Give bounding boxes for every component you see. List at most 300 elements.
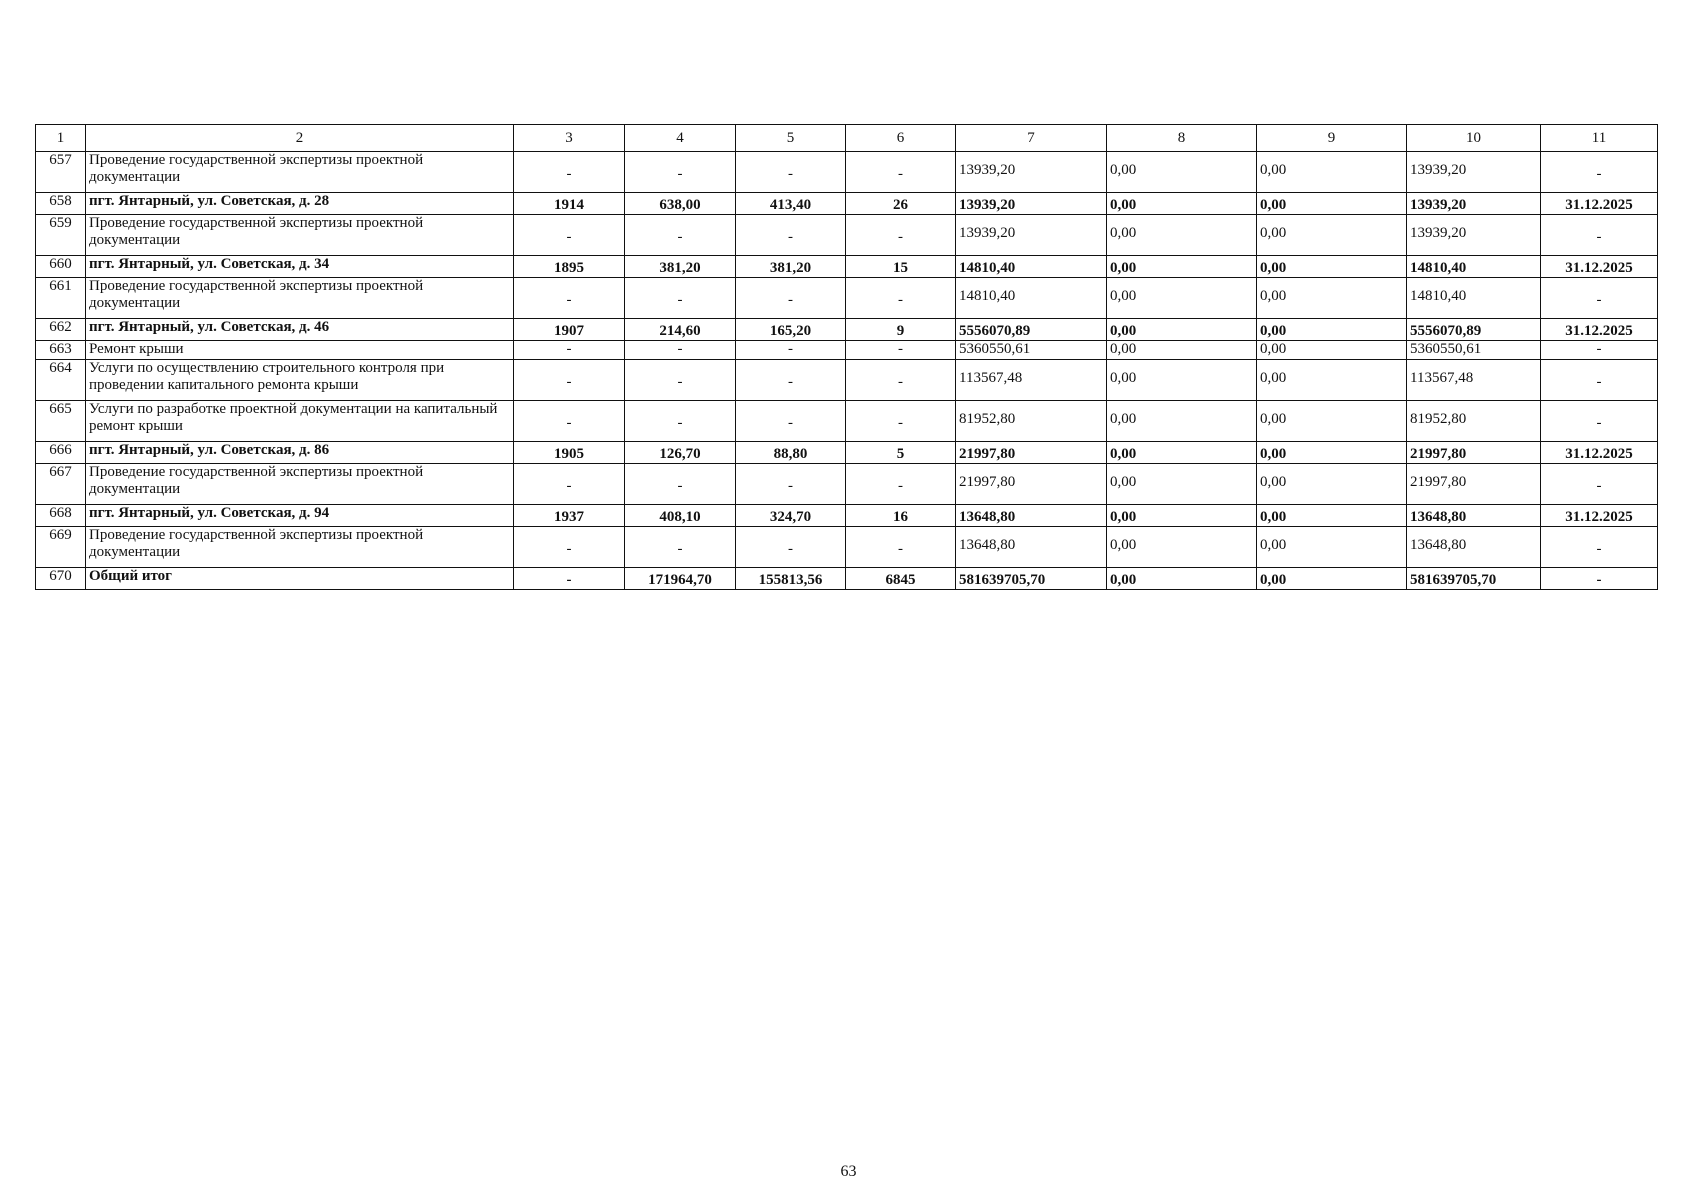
col4-cell	[625, 215, 736, 256]
page-number: 63	[840, 1163, 857, 1180]
row-number-cell	[36, 568, 86, 590]
col7-cell-text: 13939,20	[959, 162, 1016, 178]
row-number-cell	[36, 464, 86, 505]
col10-cell	[1407, 527, 1541, 568]
col4-cell-text: 381,20	[659, 260, 701, 276]
col7-cell-text: 13648,80	[959, 509, 1016, 525]
col4-cell	[625, 464, 736, 505]
name-cell	[86, 193, 514, 215]
col11-cell	[1541, 527, 1658, 568]
col11-cell	[1541, 401, 1658, 442]
col10-cell	[1407, 215, 1541, 256]
col11-cell-text: -	[1596, 572, 1602, 588]
column-header: 7	[956, 125, 1107, 152]
name-cell	[86, 278, 514, 319]
col7-cell	[956, 319, 1107, 341]
col7-cell-text: 21997,80	[959, 474, 1016, 490]
name-cell	[86, 568, 514, 590]
col5-cell	[736, 527, 846, 568]
col9-cell-text: 0,00	[1260, 446, 1287, 462]
col9-cell	[1257, 568, 1407, 590]
col3-cell	[514, 442, 625, 464]
col6-cell-text: -	[898, 374, 903, 390]
col4-cell	[625, 341, 736, 360]
col8-cell-text: 0,00	[1110, 197, 1137, 213]
col10-cell	[1407, 464, 1541, 505]
col5-cell-text: 88,80	[773, 446, 808, 462]
col10-cell-text: 21997,80	[1410, 446, 1467, 462]
col8-cell-text: 0,00	[1110, 323, 1137, 339]
row-number-cell-text: 661	[49, 278, 72, 294]
col4-cell-text: -	[677, 415, 683, 431]
col11-cell-text: 31.12.2025	[1565, 323, 1633, 339]
name-cell	[86, 256, 514, 278]
col6-cell-text: 16	[893, 509, 908, 525]
col11-cell	[1541, 193, 1658, 215]
name-cell-text: Проведение государственной экспертизы проектной документации	[89, 278, 424, 311]
col5-cell	[736, 193, 846, 215]
name-cell	[86, 152, 514, 193]
col4-cell	[625, 505, 736, 527]
col10-cell	[1407, 152, 1541, 193]
col11-cell	[1541, 464, 1658, 505]
row-number-cell-text: 669	[49, 527, 72, 543]
col7-cell-text: 13648,80	[959, 537, 1016, 553]
name-cell	[86, 215, 514, 256]
col8-cell-text: 0,00	[1110, 411, 1137, 427]
col9-cell	[1257, 401, 1407, 442]
col4-cell	[625, 568, 736, 590]
name-cell	[86, 505, 514, 527]
col9-cell	[1257, 505, 1407, 527]
name-cell-text: пгт. Янтарный, ул. Советская, д. 28	[89, 193, 330, 209]
col9-cell-text: 0,00	[1260, 225, 1287, 241]
col4-cell	[625, 442, 736, 464]
col11-cell	[1541, 442, 1658, 464]
col7-cell	[956, 505, 1107, 527]
col8-cell-text: 0,00	[1110, 341, 1137, 357]
col3-cell	[514, 193, 625, 215]
col5-cell	[736, 341, 846, 360]
col10-cell	[1407, 401, 1541, 442]
col7-cell	[956, 360, 1107, 401]
col11-cell	[1541, 278, 1658, 319]
row-number-cell-text: 664	[49, 360, 72, 376]
col8-cell	[1107, 505, 1257, 527]
col5-cell-text: -	[788, 541, 793, 557]
col6-cell	[846, 527, 956, 568]
col6-cell-text: 6845	[885, 572, 916, 588]
col6-cell-text: -	[898, 229, 903, 245]
row-number-cell	[36, 193, 86, 215]
col5-cell-text: -	[788, 292, 793, 308]
col8-cell	[1107, 215, 1257, 256]
col5-cell	[736, 401, 846, 442]
col6-cell	[846, 505, 956, 527]
col6-cell-text: -	[898, 478, 903, 494]
row-number-cell-text: 666	[49, 442, 72, 458]
col7-cell-text: 581639705,70	[959, 572, 1046, 588]
col5-cell-text: -	[788, 415, 793, 431]
col7-cell-text: 113567,48	[959, 370, 1023, 386]
name-cell	[86, 527, 514, 568]
column-header: 10	[1407, 125, 1541, 152]
col4-cell-text: 171964,70	[648, 572, 712, 588]
col6-cell	[846, 319, 956, 341]
col7-cell-text: 14810,40	[959, 288, 1016, 304]
column-header: 9	[1257, 125, 1407, 152]
data-table	[35, 124, 1658, 590]
row-number-cell	[36, 401, 86, 442]
name-cell-text: Проведение государственной экспертизы проектной документации	[89, 527, 424, 560]
col4-cell-text: -	[677, 229, 683, 245]
col3-cell-text: -	[566, 374, 572, 390]
col9-cell	[1257, 256, 1407, 278]
col8-cell-text: 0,00	[1110, 370, 1137, 386]
row-number-cell	[36, 278, 86, 319]
col9-cell	[1257, 319, 1407, 341]
col4-cell	[625, 193, 736, 215]
row-number-cell-text: 668	[49, 505, 72, 521]
col8-cell-text: 0,00	[1110, 537, 1137, 553]
col9-cell	[1257, 215, 1407, 256]
col10-cell-text: 581639705,70	[1410, 572, 1497, 588]
col8-cell-text: 0,00	[1110, 446, 1137, 462]
col7-cell-text: 21997,80	[959, 446, 1016, 462]
col11-cell-text: 31.12.2025	[1565, 260, 1633, 276]
col7-cell-text: 5360550,61	[959, 341, 1031, 357]
col6-cell-text: -	[898, 341, 903, 357]
row-number-cell	[36, 152, 86, 193]
col6-cell-text: 9	[896, 323, 905, 339]
col8-cell-text: 0,00	[1110, 509, 1137, 525]
col10-cell-text: 5556070,89	[1410, 323, 1482, 339]
col8-cell	[1107, 527, 1257, 568]
col10-cell	[1407, 568, 1541, 590]
name-cell-text: пгт. Янтарный, ул. Советская, д. 86	[89, 442, 330, 458]
col4-cell-text: -	[677, 292, 683, 308]
col11-cell-text: -	[1596, 166, 1602, 182]
col10-cell-text: 13939,20	[1410, 197, 1467, 213]
row-number-cell-text: 657	[49, 152, 72, 168]
col5-cell-text: 381,20	[769, 260, 812, 276]
col3-cell-text: 1914	[554, 197, 584, 213]
col5-cell	[736, 442, 846, 464]
col4-cell	[625, 319, 736, 341]
col3-cell-text: 1937	[554, 509, 584, 525]
col9-cell-text: 0,00	[1260, 260, 1287, 276]
col7-cell-text: 13939,20	[959, 225, 1016, 241]
col3-cell-text: -	[566, 478, 572, 494]
col5-cell	[736, 152, 846, 193]
col6-cell	[846, 341, 956, 360]
col8-cell-text: 0,00	[1110, 288, 1137, 304]
name-cell	[86, 319, 514, 341]
table-row	[36, 215, 1658, 256]
col11-cell	[1541, 256, 1658, 278]
col4-cell	[625, 256, 736, 278]
col9-cell-text: 0,00	[1260, 288, 1287, 304]
col10-cell-text: 113567,48	[1410, 370, 1474, 386]
col4-cell	[625, 152, 736, 193]
col6-cell-text: -	[898, 292, 903, 308]
col9-cell	[1257, 464, 1407, 505]
col5-cell	[736, 360, 846, 401]
col9-cell	[1257, 360, 1407, 401]
col3-cell-text: -	[566, 292, 572, 308]
table-row	[36, 401, 1658, 442]
col3-cell	[514, 278, 625, 319]
row-number-cell-text: 667	[49, 464, 72, 480]
row-number-cell-text: 665	[49, 401, 72, 417]
col6-cell-text: -	[898, 166, 903, 182]
col6-cell	[846, 278, 956, 319]
col3-cell	[514, 215, 625, 256]
col3-cell-text: 1907	[554, 323, 584, 339]
col9-cell	[1257, 193, 1407, 215]
col5-cell	[736, 319, 846, 341]
col9-cell-text: 0,00	[1260, 341, 1287, 357]
col7-cell	[956, 527, 1107, 568]
col9-cell-text: 0,00	[1260, 162, 1287, 178]
col6-cell	[846, 442, 956, 464]
col11-cell-text: 31.12.2025	[1565, 509, 1633, 525]
col6-cell-text: -	[898, 415, 903, 431]
col9-cell	[1257, 278, 1407, 319]
col11-cell-text: -	[1596, 374, 1602, 390]
column-header: 1	[36, 125, 86, 152]
col9-cell	[1257, 341, 1407, 360]
col9-cell-text: 0,00	[1260, 323, 1287, 339]
name-cell-text: Услуги по разработке проектной документации на капитальный ремонт крыши	[89, 401, 498, 434]
col7-cell	[956, 256, 1107, 278]
col4-cell-text: -	[677, 166, 683, 182]
col7-cell-text: 14810,40	[959, 260, 1016, 276]
col3-cell	[514, 360, 625, 401]
col5-cell-text: 155813,56	[758, 572, 823, 588]
col10-cell	[1407, 360, 1541, 401]
name-cell-text: пгт. Янтарный, ул. Советская, д. 34	[89, 256, 330, 272]
column-header: 4	[625, 125, 736, 152]
col6-cell	[846, 464, 956, 505]
col9-cell-text: 0,00	[1260, 197, 1287, 213]
row-number-cell-text: 659	[49, 215, 72, 231]
col3-cell	[514, 341, 625, 360]
col11-cell-text: 31.12.2025	[1565, 197, 1633, 213]
row-number-cell	[36, 215, 86, 256]
col5-cell-text: -	[788, 166, 793, 182]
col4-cell	[625, 527, 736, 568]
col10-cell-text: 5360550,61	[1410, 341, 1482, 357]
col6-cell-text: 26	[893, 197, 908, 213]
col7-cell	[956, 401, 1107, 442]
col5-cell	[736, 505, 846, 527]
col10-cell-text: 14810,40	[1410, 288, 1467, 304]
col6-cell	[846, 360, 956, 401]
table-row	[36, 256, 1658, 278]
col5-cell-text: -	[788, 229, 793, 245]
table-row	[36, 360, 1658, 401]
col7-cell	[956, 568, 1107, 590]
col9-cell-text: 0,00	[1260, 411, 1287, 427]
col5-cell-text: 324,70	[769, 509, 812, 525]
col6-cell	[846, 215, 956, 256]
col9-cell-text: 0,00	[1260, 537, 1287, 553]
col5-cell	[736, 464, 846, 505]
col3-cell-text: -	[566, 166, 572, 182]
name-cell	[86, 442, 514, 464]
col11-cell	[1541, 505, 1658, 527]
col8-cell	[1107, 256, 1257, 278]
col3-cell	[514, 319, 625, 341]
table-row	[36, 341, 1658, 360]
col10-cell-text: 13939,20	[1410, 162, 1467, 178]
col4-cell	[625, 401, 736, 442]
col7-cell	[956, 464, 1107, 505]
col5-cell-text: -	[788, 341, 793, 357]
col9-cell	[1257, 442, 1407, 464]
col3-cell-text: -	[566, 415, 572, 431]
col4-cell	[625, 360, 736, 401]
col6-cell	[846, 568, 956, 590]
col7-cell-text: 81952,80	[959, 411, 1016, 427]
table-row	[36, 278, 1658, 319]
table-row	[36, 505, 1658, 527]
col11-cell	[1541, 568, 1658, 590]
column-header: 6	[846, 125, 956, 152]
name-cell	[86, 341, 514, 360]
col5-cell-text: -	[788, 478, 793, 494]
col4-cell-text: -	[677, 341, 683, 357]
col3-cell	[514, 527, 625, 568]
row-number-cell-text: 670	[49, 568, 72, 584]
col6-cell	[846, 256, 956, 278]
name-cell-text: Проведение государственной экспертизы проектной документации	[89, 152, 424, 185]
col11-cell-text: -	[1596, 341, 1602, 357]
col4-cell-text: -	[677, 374, 683, 390]
col8-cell	[1107, 464, 1257, 505]
column-header: 11	[1541, 125, 1658, 152]
col3-cell	[514, 152, 625, 193]
col8-cell-text: 0,00	[1110, 474, 1137, 490]
row-number-cell	[36, 319, 86, 341]
column-header: 3	[514, 125, 625, 152]
col10-cell	[1407, 319, 1541, 341]
col11-cell-text: -	[1596, 229, 1602, 245]
name-cell-text: пгт. Янтарный, ул. Советская, д. 94	[89, 505, 330, 521]
col11-cell-text: -	[1596, 478, 1602, 494]
col3-cell-text: -	[566, 341, 572, 357]
col3-cell	[514, 568, 625, 590]
col8-cell	[1107, 319, 1257, 341]
table-row	[36, 464, 1658, 505]
col8-cell	[1107, 401, 1257, 442]
col7-cell	[956, 341, 1107, 360]
name-cell-text: Ремонт крыши	[89, 341, 184, 357]
col3-cell	[514, 464, 625, 505]
col8-cell-text: 0,00	[1110, 225, 1137, 241]
col7-cell	[956, 193, 1107, 215]
row-number-cell	[36, 442, 86, 464]
col5-cell-text: 165,20	[769, 323, 812, 339]
col10-cell	[1407, 505, 1541, 527]
col10-cell	[1407, 278, 1541, 319]
col5-cell	[736, 256, 846, 278]
col10-cell-text: 14810,40	[1410, 260, 1467, 276]
col3-cell-text: -	[566, 541, 572, 557]
col9-cell-text: 0,00	[1260, 572, 1287, 588]
col6-cell-text: -	[898, 541, 903, 557]
col11-cell-text: 31.12.2025	[1565, 446, 1633, 462]
col10-cell	[1407, 341, 1541, 360]
col9-cell	[1257, 152, 1407, 193]
col6-cell-text: 5	[896, 446, 905, 462]
col8-cell-text: 0,00	[1110, 260, 1137, 276]
col3-cell	[514, 256, 625, 278]
name-cell-text: Общий итог	[89, 568, 172, 584]
col10-cell-text: 81952,80	[1410, 411, 1467, 427]
col3-cell-text: -	[566, 229, 572, 245]
col11-cell-text: -	[1596, 292, 1602, 308]
col8-cell	[1107, 341, 1257, 360]
col3-cell-text: -	[566, 572, 572, 588]
col4-cell-text: 638,00	[659, 197, 701, 213]
col8-cell	[1107, 278, 1257, 319]
col11-cell-text: -	[1596, 541, 1602, 557]
name-cell	[86, 401, 514, 442]
table-row	[36, 442, 1658, 464]
name-cell-text: Проведение государственной экспертизы проектной документации	[89, 464, 424, 497]
column-header: 8	[1107, 125, 1257, 152]
col10-cell	[1407, 256, 1541, 278]
name-cell-text: Проведение государственной экспертизы проектной документации	[89, 215, 424, 248]
col3-cell	[514, 401, 625, 442]
table-row	[36, 527, 1658, 568]
col8-cell	[1107, 193, 1257, 215]
row-number-cell-text: 658	[49, 193, 72, 209]
col8-cell-text: 0,00	[1110, 162, 1137, 178]
col5-cell-text: 413,40	[769, 197, 812, 213]
table-row	[36, 152, 1658, 193]
col5-cell	[736, 568, 846, 590]
col3-cell	[514, 505, 625, 527]
col6-cell-text: 15	[893, 260, 908, 276]
row-number-cell-text: 663	[49, 341, 72, 357]
table-row	[36, 568, 1658, 590]
col8-cell	[1107, 442, 1257, 464]
col7-cell-text: 13939,20	[959, 197, 1016, 213]
col7-cell	[956, 152, 1107, 193]
col6-cell	[846, 401, 956, 442]
column-header: 5	[736, 125, 846, 152]
col9-cell-text: 0,00	[1260, 509, 1287, 525]
col4-cell-text: 408,10	[659, 509, 701, 525]
row-number-cell-text: 662	[49, 319, 72, 335]
col10-cell	[1407, 193, 1541, 215]
col3-cell-text: 1895	[554, 260, 584, 276]
col5-cell-text: -	[788, 374, 793, 390]
col6-cell	[846, 152, 956, 193]
col4-cell-text: -	[677, 541, 683, 557]
name-cell-text: Услуги по осуществлению строительного контроля при проведении капитального ремонта крыши	[89, 360, 445, 393]
col10-cell	[1407, 442, 1541, 464]
col8-cell	[1107, 360, 1257, 401]
col10-cell-text: 13648,80	[1410, 509, 1467, 525]
col10-cell-text: 21997,80	[1410, 474, 1467, 490]
col11-cell	[1541, 215, 1658, 256]
col11-cell	[1541, 152, 1658, 193]
col8-cell	[1107, 152, 1257, 193]
